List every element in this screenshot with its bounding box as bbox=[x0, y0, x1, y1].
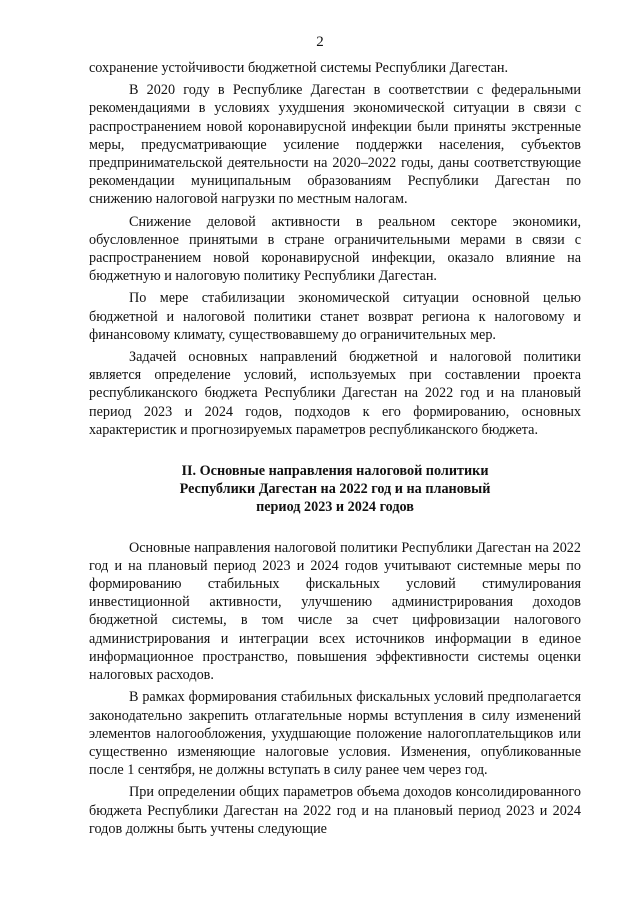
paragraph-tax-policy-directions: Основные направления налоговой политики Республики Дагестан на 2022 год и на плановый период 2023 и 2024 годов учитывают системные меры по формированию стабильных фискальных условий стимулирования инвестиционной активности, улучшению администрирования доходов бюджетной системы, в том числе за счет цифровизации налогового администрирования и интеграции всех источников информации в единое информационное пространство, повышения эффективности системы оценки налоговых расходов. bbox=[89, 539, 581, 684]
paragraph-business-activity: Снижение деловой активности в реальном секторе экономики, обусловленное принятыми в стране ограничительными мерами в связи с распространением новой коронавирусной инфекции, оказало влияние на бюджетную и налоговую политику Республики Дагестан. bbox=[89, 213, 581, 285]
section-heading bbox=[89, 462, 581, 517]
section-heading-line: период 2023 и 2024 годов bbox=[256, 499, 414, 516]
paragraph-revenue-parameters: При определении общих параметров объема доходов консолидированного бюджета Республики Дагестан на 2022 год и на плановый период 2023 и 2024 годов должны быть учтены следующие bbox=[89, 784, 581, 837]
paragraph-continuation: сохранение устойчивости бюджетной системы Республики Дагестан. bbox=[89, 60, 509, 76]
document-body bbox=[89, 59, 581, 842]
paragraph-2020-measures: В 2020 году в Республике Дагестан в соответствии с федеральными рекомендациями в условиях ухудшения экономической ситуации в связи с распространением новой коронавирусной инфекции были приняты экстренные меры, предусматривающие усиление поддержки населения, субъектов предпринимательской деятельности на 2020–2022 годы, даны соответствующие рекомендации муниципальным образованиям Республики Дагестан по снижению налоговой нагрузки по местным налогам. bbox=[89, 82, 581, 208]
paragraph-stabilization: По мере стабилизации экономической ситуации основной целью бюджетной и налоговой политики станет возврат региона к налоговому и финансовому климату, существовавшему до ограничительных мер. bbox=[89, 290, 581, 343]
paragraph-tasks: Задачей основных направлений бюджетной и налоговой политики является определение условий, используемых при составлении проекта республиканского бюджета Республики Дагестан на 2022 год и на плановый период 2023 и 2024 годов, подходов к его формированию, основных характеристик и прогнозируемых параметров республиканского бюджета. bbox=[89, 349, 581, 438]
section-heading-line: Республики Дагестан на 2022 год и на плановый bbox=[179, 481, 491, 498]
section-heading-line: II. Основные направления налоговой политики bbox=[181, 463, 489, 480]
page-number: 2 bbox=[316, 34, 324, 50]
paragraph-fiscal-conditions: В рамках формирования стабильных фискальных условий предполагается законодательно закрепить отлагательные нормы вступления в силу изменений элементов налогообложения, ухудшающие положение налогоплательщиков или существенно изменяющие налоговые условия. Изменения, опубликованные после 1 сентября, не должны вступать в силу ранее чем через год. bbox=[89, 689, 581, 779]
